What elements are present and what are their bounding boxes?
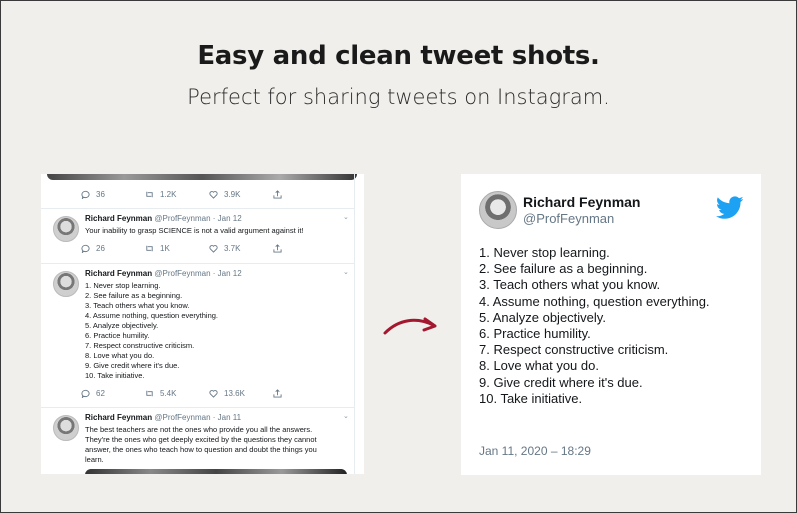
tweet-header: Richard Feynman @ProfFeynman · Jan 12 [85, 269, 242, 278]
avatar [479, 191, 517, 229]
timeline-border [354, 174, 355, 474]
chevron-down-icon[interactable]: ⌄ [343, 269, 349, 276]
like-action[interactable]: 13.6K [209, 389, 273, 398]
hero-subtitle: Perfect for sharing tweets on Instagram. [187, 85, 610, 109]
chevron-down-icon[interactable]: ⌄ [343, 413, 349, 420]
share-icon [273, 190, 282, 199]
author-handle: @ProfFeynman [523, 211, 615, 226]
retweet-action[interactable]: 5.4K [145, 389, 209, 398]
tweet-text: Your inability to grasp SCIENCE is not a valid argument against it! [85, 226, 304, 235]
avatar [53, 415, 79, 441]
hero-title: Easy and clean tweet shots. [197, 41, 600, 71]
reply-icon [81, 244, 90, 253]
twitter-bird-icon [716, 196, 744, 220]
tweet-media-image [47, 174, 357, 180]
share-action[interactable] [273, 190, 293, 199]
like-action[interactable]: 3.7K [209, 244, 273, 253]
reply-action[interactable]: 36 [81, 190, 145, 199]
chevron-down-icon[interactable]: ⌄ [343, 214, 349, 221]
timeline-screenshot [41, 174, 364, 474]
tweet-actions [81, 190, 293, 199]
timeline-tweet[interactable] [41, 208, 354, 263]
retweet-action[interactable]: 1.2K [145, 190, 209, 199]
tweet-shot-card [461, 174, 761, 475]
timeline-tweet[interactable] [41, 407, 354, 474]
share-icon [273, 389, 282, 398]
reply-action[interactable]: 62 [81, 389, 145, 398]
tweet-text: 1. Never stop learning. 2. See failure as a beginning. 3. Teach others what you know. 4. Assume nothing, question everything. 5. Analyze objectively. 6. Practice humility. 7. Respect constructive criticism. 8. Love what you do. 9. Give credit where it's due. 10. Take initiative. [479, 245, 710, 406]
timeline-tweet[interactable] [41, 263, 354, 407]
author-name: Richard Feynman [523, 194, 641, 210]
share-action[interactable] [273, 389, 293, 398]
tweet-actions [81, 389, 293, 398]
tweet-timestamp: Jan 11, 2020 – 18:29 [479, 444, 591, 458]
tweet-media-image [85, 469, 347, 474]
reply-icon [81, 389, 90, 398]
heart-icon [209, 244, 218, 253]
tweet-text: 1. Never stop learning. 2. See failure as a beginning. 3. Teach others what you know. 4. Assume nothing, question everything. 5. Analyze objectively. 6. Practice humility. 7. Respect constructive criticism. 8. Love what you do. 9. Give credit where it's due. 10. Take initiative. [85, 281, 219, 380]
share-icon [273, 244, 282, 253]
reply-icon [81, 190, 90, 199]
avatar [53, 271, 79, 297]
retweet-icon [145, 389, 154, 398]
avatar [53, 216, 79, 242]
tweet-header: Richard Feynman @ProfFeynman · Jan 11 [85, 413, 242, 422]
curved-arrow-icon [381, 311, 441, 341]
heart-icon [209, 190, 218, 199]
reply-action[interactable]: 26 [81, 244, 145, 253]
tweet-text: The best teachers are not the ones who provide you all the answers. They're the ones who get deeply excited by the questions they cannot answer, the ones who teach how to question and doubt the things you learn. [85, 425, 317, 464]
retweet-action[interactable]: 1K [145, 244, 209, 253]
like-action[interactable]: 3.9K [209, 190, 273, 199]
heart-icon [209, 389, 218, 398]
share-action[interactable] [273, 244, 293, 253]
tweet-header: Richard Feynman @ProfFeynman · Jan 12 [85, 214, 242, 223]
tweet-actions [81, 244, 293, 253]
retweet-icon [145, 244, 154, 253]
retweet-icon [145, 190, 154, 199]
